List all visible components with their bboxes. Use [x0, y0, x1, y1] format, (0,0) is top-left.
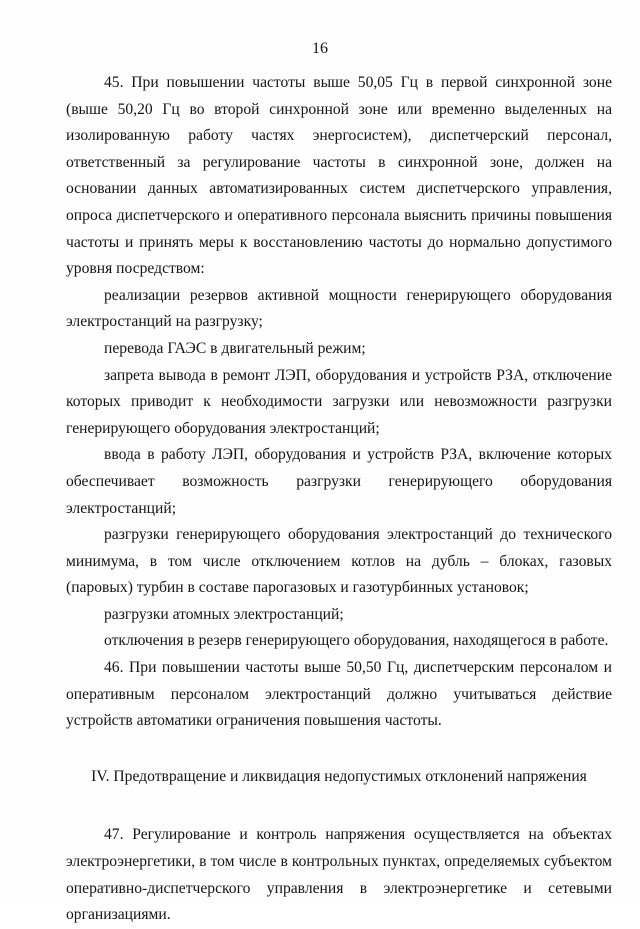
- paragraph-46: 46. При повышении частоты выше 50,50 Гц, диспетчерским персоналом и оперативным персоналом электростанций должно учитываться действие устройств автоматики ограничения повышения частоты.: [66, 659, 612, 730]
- list-item-commissioning: ввода в работу ЛЭП, оборудования и устройств РЗА, включение которых обеспечивает возможность разгрузки генерирующего оборудования электростанций;: [66, 446, 612, 517]
- list-item-reserve-shutdown: отключения в резерв генерирующего оборудования, находящегося в работе.: [104, 632, 609, 650]
- document-body: [66, 70, 612, 929]
- list-item-reserves: реализации резервов активной мощности генерирующего оборудования электростанций на разгрузку;: [66, 286, 612, 331]
- list-item-repair-ban: запрета вывода в ремонт ЛЭП, оборудования и устройств РЗА, отключение которых приводит к необходимости загрузки или невозможности разгрузки генерирующего оборудования электростанций;: [66, 366, 612, 437]
- paragraph-45: 45. При повышении частоты выше 50,05 Гц в первой синхронной зоне (выше 50,20 Гц во второй синхронной зоне или временно выделенных на изолированную работу частях энергосистем), диспетчерский персонал, ответственный за регулирование частоты в синхронной зоне, должен на основании данных автоматизированных систем диспетчерского управления, опроса диспетчерского и оперативного персонала выяснить причины повышения частоты и принять меры к восстановлению частоты до нормально допустимого уровня посредством:: [66, 74, 612, 278]
- section-heading: IV. Предотвращение и ликвидация недопустимых отклонений напряжения: [91, 767, 587, 785]
- page-number: 16: [312, 40, 328, 57]
- list-item-unloading: разгрузки генерирующего оборудования электростанций до технического минимума, в том числе отключением котлов на дубль – блоках, газовых (паровых) турбин в составе парогазовых и газотурбинных установок;: [66, 526, 612, 597]
- list-item-gaes: перевода ГАЭС в двигательный режим;: [104, 339, 366, 357]
- paragraph-47: 47. Регулирование и контроль напряжения осуществляется на объектах электроэнергетики, в том числе в контрольных пунктах, определяемых субъектом оперативно-диспетчерского управления в электроэнергетике и сетевыми организациями.: [66, 826, 612, 924]
- list-item-nuclear: разгрузки атомных электростанций;: [104, 605, 344, 623]
